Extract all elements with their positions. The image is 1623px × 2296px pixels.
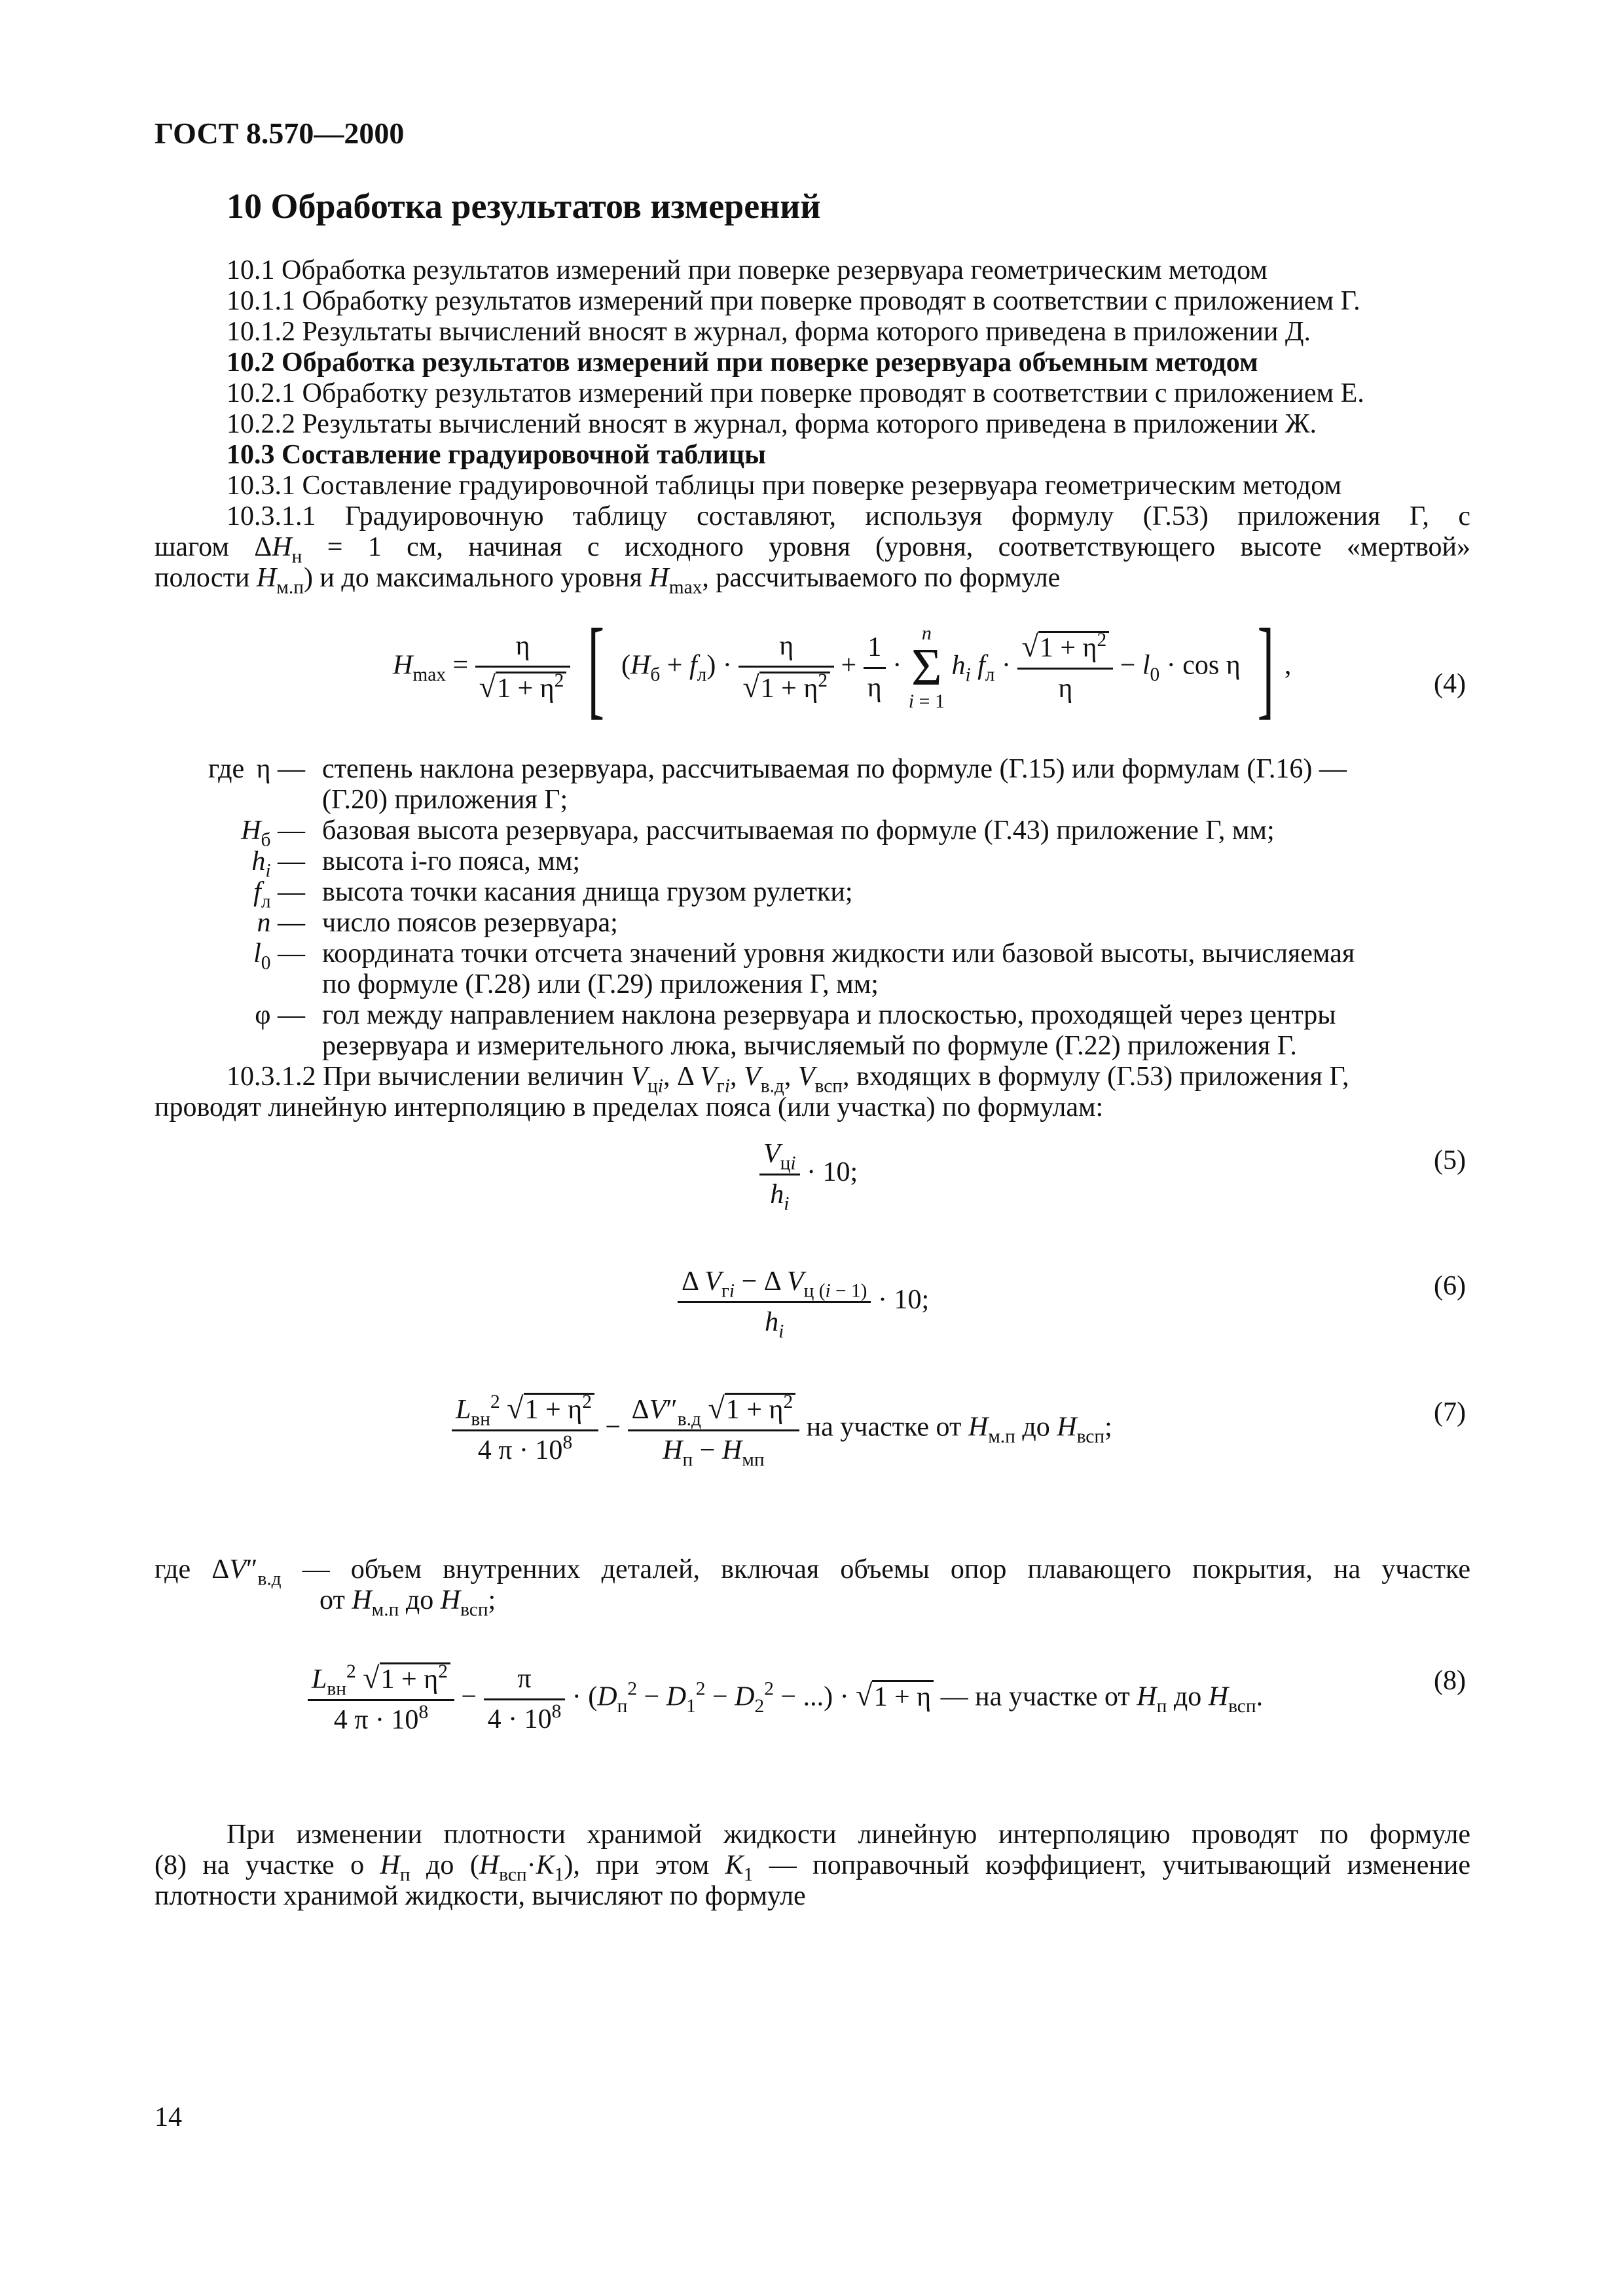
where-term-hi: $h_i$ — bbox=[251, 846, 305, 882]
final-para-line-2: (8) на участке о $H_п$ до $(H_{всп}\cdot K_1)$, при этом $K_1$ — поправочный коэффициент, учитывающий изменение bbox=[155, 1850, 1470, 1886]
where-term-phi: φ — bbox=[255, 1000, 305, 1030]
page-number: 14 bbox=[155, 2102, 182, 2132]
where-def-fl: высота точки касания днища грузом рулетки; bbox=[322, 877, 853, 907]
document-id: ГОСТ 8.570—2000 bbox=[155, 117, 405, 150]
equation-8: $\frac{L_{вн}^2 √1 + \eta^2}{4 \pi \cdot 10^8}$ − $\frac{\pi}{4 \cdot 10^8}$ · ($D_п^2 - D_1^2 - D_2^2$ − ...) · √1 + η — на участке от $H_п$ до $H_{всп}$. bbox=[308, 1662, 1263, 1736]
clause-10-3-1-1: 10.3.1.1 Градуировочную таблицу составляют, используя формулу (Г.53) приложения Г, с bbox=[227, 501, 1470, 531]
clause-10-3-1-2-cont: проводят линейную интерполяцию в пределах пояса (или участка) по формулам: bbox=[155, 1092, 1104, 1122]
equation-5-number: (5) bbox=[1434, 1145, 1466, 1175]
clause-10-3-1-2: 10.3.1.2 При вычислении величин $V_{цi}$, Δ $V_{гi}$, $V_{в.д}$, $V_{всп}$, входящих в формулу (Г.53) приложения Г, bbox=[227, 1062, 1349, 1097]
where-def-l0: координата точки отсчета значений уровня жидкости или базовой высоты, вычисляемая bbox=[322, 939, 1355, 969]
where-def-eta-cont: (Г.20) приложения Г; bbox=[322, 785, 568, 815]
where-dv: где $\Delta V''_{в.д}$ — объем внутренних деталей, включая объемы опор плавающего покрытия, на участке bbox=[155, 1554, 1470, 1590]
final-para-line-3: плотности хранимой жидкости, вычисляют по формуле bbox=[155, 1881, 806, 1911]
where-def-l0-cont: по формуле (Г.28) или (Г.29) приложения Г, мм; bbox=[322, 969, 879, 999]
clause-10-2-1: 10.2.1 Обработку результатов измерений при поверке проводят в соответствии с приложением Е. bbox=[227, 378, 1364, 408]
where-def-eta: степень наклона резервуара, рассчитываемая по формуле (Г.15) или формулам (Г.16) — bbox=[322, 754, 1347, 784]
equation-4: $H_{max}$ = $\frac{\eta}{√1 + \eta^2}$ [ $(H_б + f_л)$ · $\frac{\eta}{√1 + \eta^2}$ + $\frac{1}{\eta}$ · n Σ i = 1 $h_i$ $f_л$ · $\frac{√1 + \eta^2}{\eta}$ − $l_0 \cdot \cos \eta$ ] , bbox=[393, 606, 1292, 729]
equation-5: $\frac{V_{цi}}{h_i}$ · 10; bbox=[759, 1139, 858, 1210]
equation-7-number: (7) bbox=[1434, 1397, 1466, 1427]
clause-10-1-1: 10.1.1 Обработку результатов измерений при поверке проводят в соответствии с приложением Г. bbox=[227, 286, 1360, 316]
where-label: где bbox=[208, 754, 245, 784]
clause-10-2: 10.2 Обработка результатов измерений при поверке резервуара объемным методом bbox=[227, 348, 1258, 378]
equation-6: $\frac{\Delta V_{гi} - \Delta V_{ц (i - 1)}}{h_i}$ · 10; bbox=[678, 1266, 929, 1338]
equation-7: $\frac{L_{вн}^2 √1 + \eta^2}{4 \pi \cdot 10^8}$ − $\frac{\Delta V''_{в.д} √1 + \eta^2}{H_п - H_{мп}}$ на участке от $H_{м.п}$ до $H_{всп}$; bbox=[452, 1393, 1112, 1466]
where-def-phi-cont: резервуара и измерительного люка, вычисляемый по формуле (Г.22) приложения Г. bbox=[322, 1031, 1297, 1061]
equation-6-number: (6) bbox=[1434, 1271, 1466, 1301]
where-def-phi: гол между направлением наклона резервуара и плоскостью, проходящей через центры bbox=[322, 1000, 1336, 1030]
clause-10-3: 10.3 Составление градуировочной таблицы bbox=[227, 440, 766, 470]
where-dv-cont: от $H_{м.п}$ до $H_{всп}$; bbox=[319, 1585, 496, 1621]
equation-8-number: (8) bbox=[1434, 1666, 1466, 1696]
clause-10-1: 10.1 Обработка результатов измерений при поверке резервуара геометрическим методом bbox=[227, 255, 1267, 285]
where-def-hi: высота i-го пояса, мм; bbox=[322, 846, 581, 876]
clause-10-3-1: 10.3.1 Составление градуировочной таблицы при поверке резервуара геометрическим методом bbox=[227, 471, 1342, 501]
where-term-l0: $l_0$ — bbox=[253, 939, 305, 974]
equation-4-number: (4) bbox=[1434, 669, 1466, 699]
section-title: 10 Обработка результатов измерений bbox=[227, 187, 821, 226]
clause-10-1-2: 10.1.2 Результаты вычислений вносят в журнал, форма которого приведена в приложении Д. bbox=[227, 317, 1311, 347]
final-para-line-1: При изменении плотности хранимой жидкости линейную интерполяцию проводят по формуле bbox=[227, 1820, 1470, 1850]
clause-10-2-2: 10.2.2 Результаты вычислений вносят в журнал, форма которого приведена в приложении Ж. bbox=[227, 409, 1317, 439]
where-term-hb: $H_б$ — bbox=[241, 816, 305, 851]
where-def-hb: базовая высота резервуара, рассчитываемая по формуле (Г.43) приложение Г, мм; bbox=[322, 816, 1275, 846]
clause-10-3-1-1-cont: шагом $\Delta H_н = 1$ см, начиная с исходного уровня (уровня, соответствующего высоте «мертвой» bbox=[155, 532, 1470, 567]
where-term-fl: $f_л$ — bbox=[253, 877, 305, 912]
where-term-n: n — bbox=[257, 908, 305, 938]
where-term-eta: η — bbox=[256, 754, 305, 784]
clause-10-3-1-1-end: полости $H_{м.п}$) и до максимального уровня $H_{max}$, рассчитываемого по формуле bbox=[155, 563, 1061, 598]
where-def-n: число поясов резервуара; bbox=[322, 908, 618, 938]
